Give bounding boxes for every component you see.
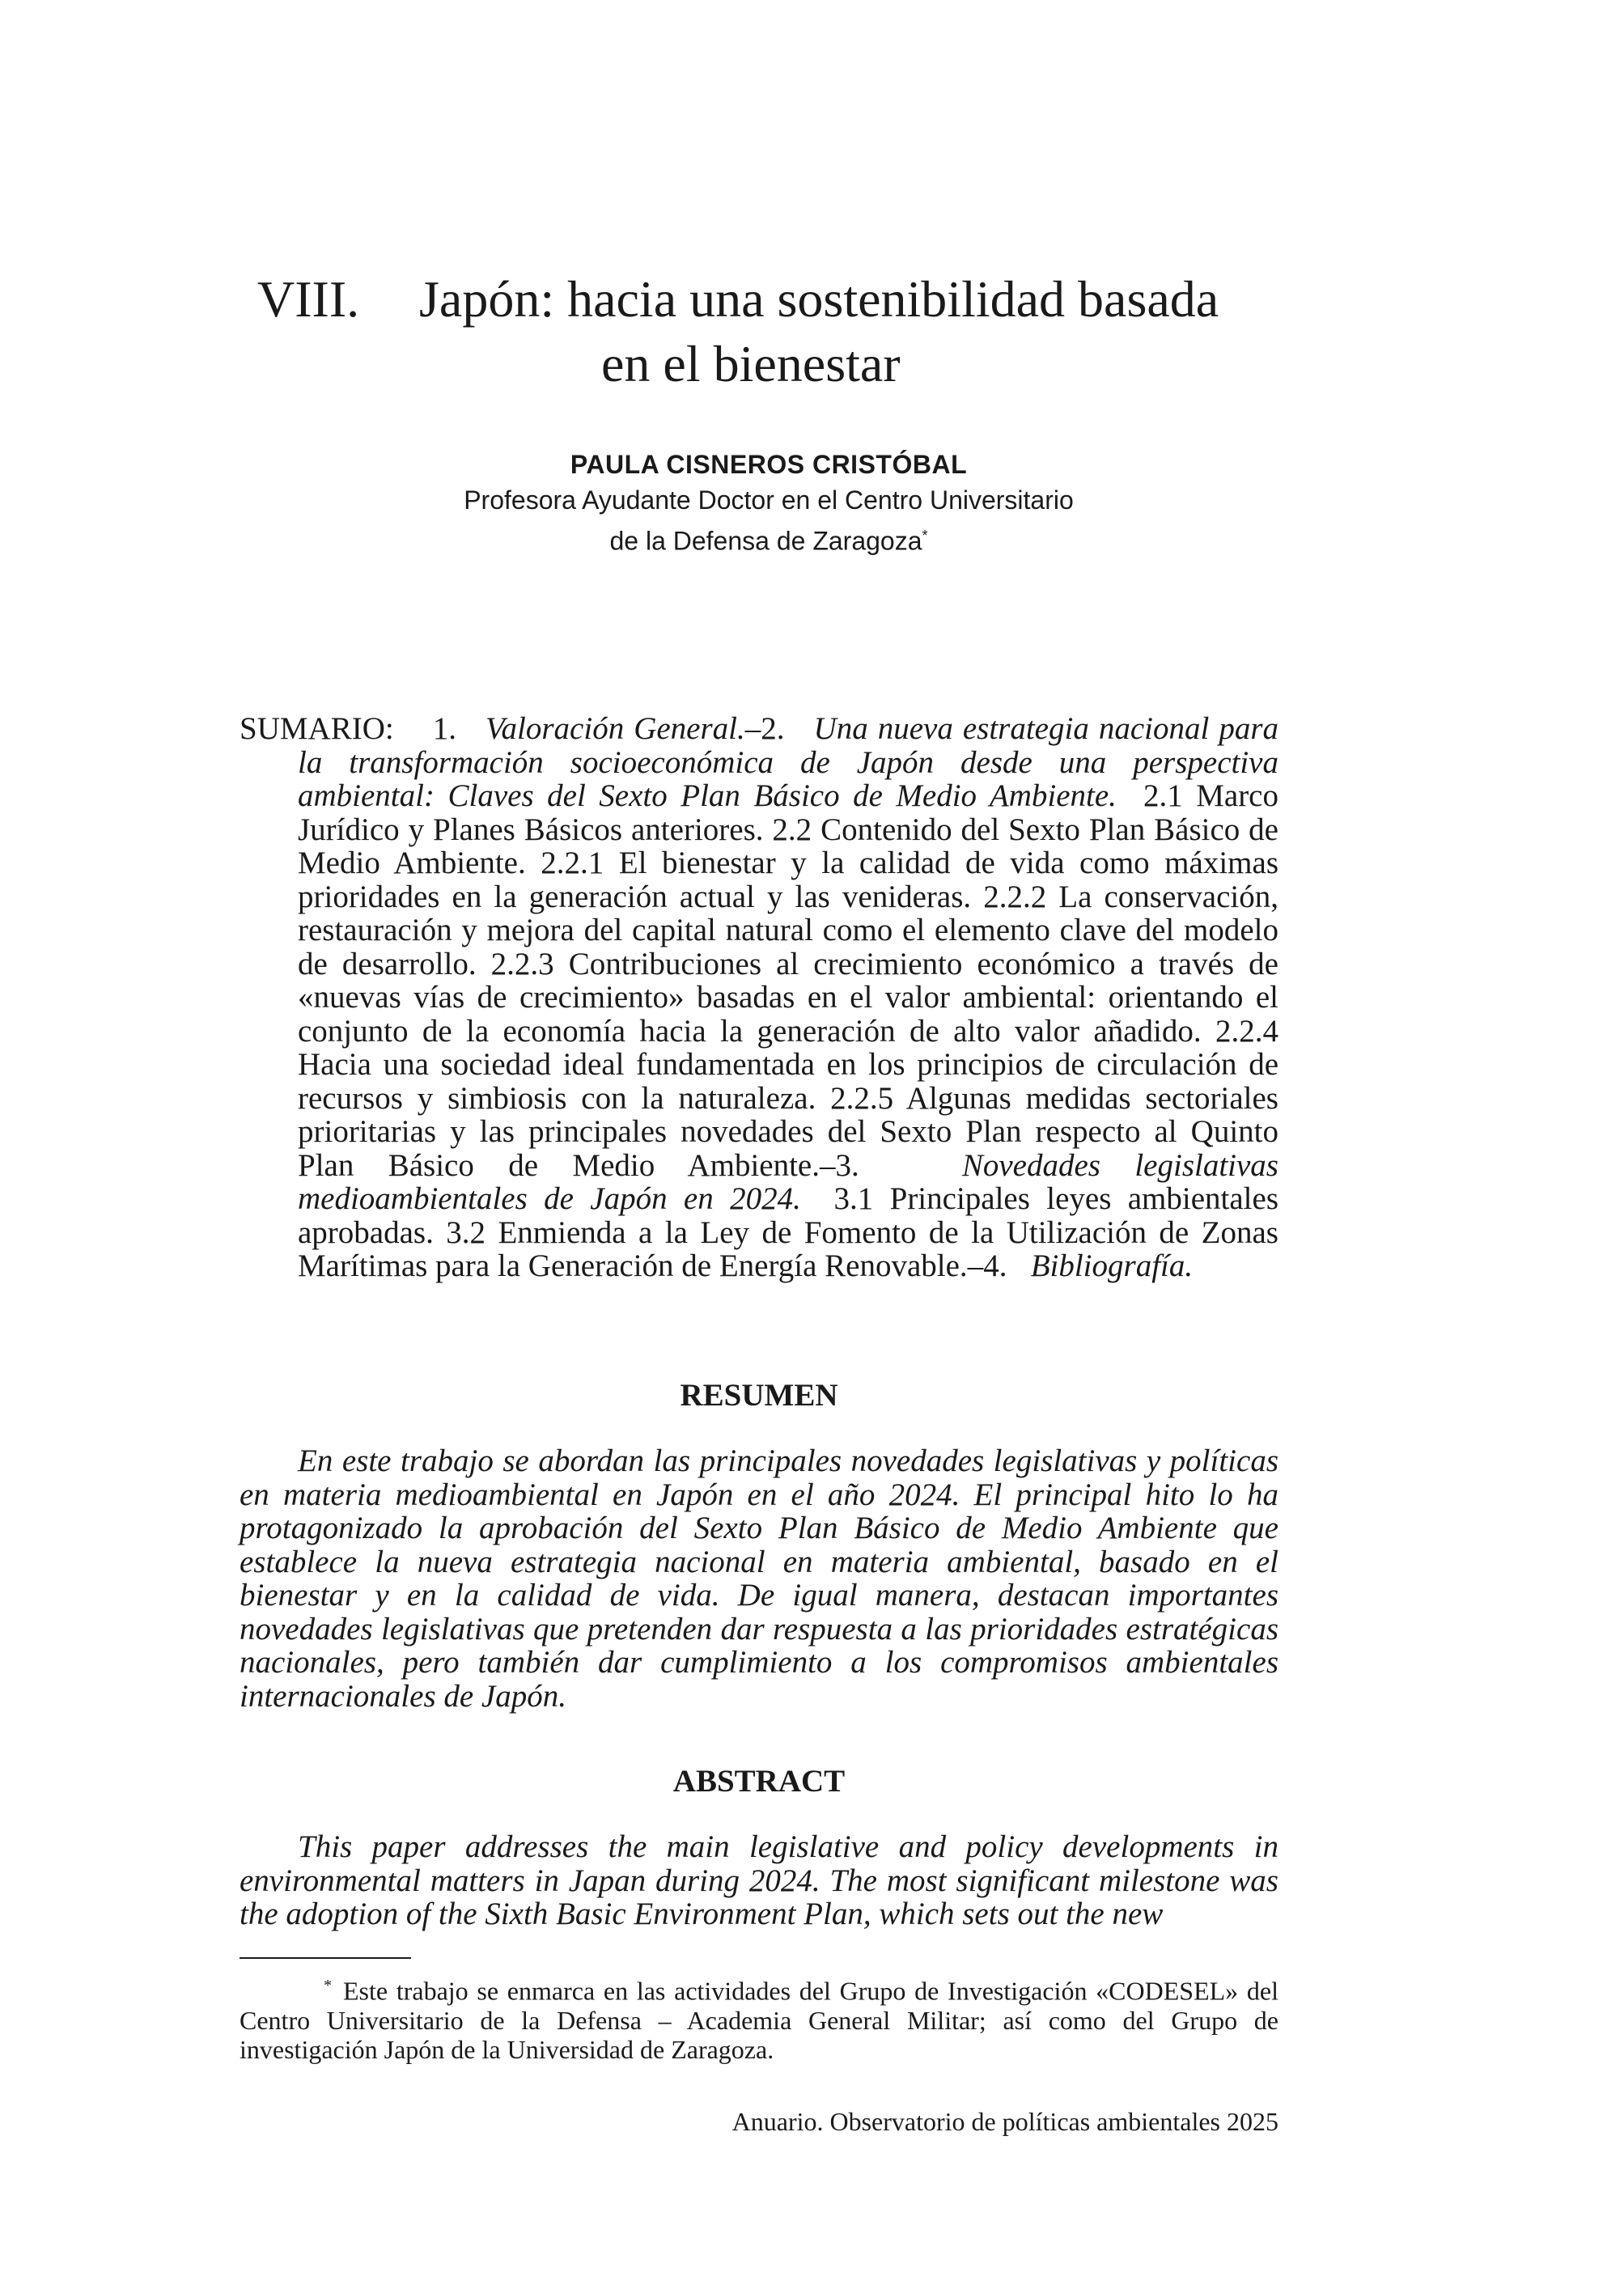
toc-section-4[interactable]: Bibliografía. (1030, 1248, 1194, 1283)
abstract-text: This paper addresses the main legislative and policy developments in environmental matters in Japan during 2024. The most significant milestone was the adoption of the Sixth Basic Environment Plan, which sets out the new (240, 1829, 1278, 1931)
chapter-number: VIII. (257, 270, 360, 328)
resumen-text: En este trabajo se abordan las principales novedades legislativas y políticas en materia medioambiental en Japón en el año 2024. El principal hito lo ha protagonizado la aprobación del Sexto Plan Básico de Medio Ambiente que establece la nueva estrategia nacional en materia ambiental, basado en el bienestar y en la calidad de vida. De igual manera, destacan importantes novedades legislativas que pretenden dar respuesta a las prioridades estratégicas nacionales, pero también dar cumplimiento a los compromisos ambientales internacionales de Japón. (240, 1443, 1278, 1714)
author-affiliation-line2 (405, 518, 1133, 559)
toc-subsections-2[interactable]: 2.1 Marco Jurídico y Planes Básicos anteriores. 2.2 Contenido del Sexto Plan Básico de Medio Ambiente. 2.2.1 El bienestar y la calidad de vida como máximas prioridades en la generación actual y las venideras. 2.2.2 La conservación, restauración y mejora del capital natural como el elemento clave del modelo de desarrollo. 2.2.3 Contribuciones al crecimiento económico a través de «nuevas vías de crecimiento» basadas en el valor ambiental: orientando el conjunto de la economía hacia la generación de alto valor añadido. 2.2.4 Hacia una sociedad ideal fundamentada en los principios de circulación de recursos y simbiosis con la naturaleza. 2.2.5 Algunas medidas sectoriales prioritarias y las principales novedades del Sexto Plan respecto al Quinto Plan Básico de Medio Ambiente. (298, 778, 1278, 1183)
toc-section-1[interactable]: Valoración General. (486, 711, 745, 746)
footnote-divider (240, 1957, 411, 1959)
running-footer: Anuario. Observatorio de políticas ambientales 2025 (731, 2107, 1278, 2136)
table-of-contents (240, 712, 1278, 1283)
author-affiliation-line1: Profesora Ayudante Doctor en el Centro Universitario (464, 485, 1074, 515)
author-footnote-mark[interactable]: * (922, 528, 928, 544)
toc-number-1: 1. (432, 711, 456, 746)
resumen-heading: RESUMEN (680, 1378, 838, 1413)
toc-number-3: –3. (819, 1147, 859, 1183)
chapter-title-line2: en el bienestar (601, 335, 901, 392)
author-block (405, 447, 1133, 559)
footnote-mark: * (324, 1977, 332, 1994)
footnote-text: Este trabajo se enmarca en las actividades del Grupo de Investigación «CODESEL» del Centro Universitario de la Defensa – Academia General Militar; así como del Grupo de investigación Japón de la Universidad de Zaragoza. (240, 1976, 1278, 2064)
toc-section-2[interactable]: Una nueva estrategia nacional para la transformación socioeconómica de Japón desde una perspectiva ambiental: Claves del Sexto Plan Básico de Medio Ambiente. (298, 711, 1278, 813)
toc-section-3[interactable]: Novedades legislativas medioambientales de Japón en 2024. (298, 1147, 1278, 1216)
sumario-label: SUMARIO: (240, 711, 394, 746)
abstract-heading: ABSTRACT (672, 1764, 846, 1799)
toc-subsections-3[interactable]: 3.1 Principales leyes ambientales aprobadas. 3.2 Enmienda a la Ley de Fomento de la Utilización de Zonas Marítimas para la Generación de Energía Renovable. (298, 1181, 1278, 1283)
toc-number-4: –4. (967, 1248, 1007, 1283)
footnote (240, 1971, 1278, 2064)
toc-number-2: –2. (744, 711, 785, 746)
author-affiliation-text: de la Defensa de Zaragoza (609, 526, 922, 556)
chapter-title-line1: Japón: hacia una sostenibilidad basada (419, 270, 1219, 328)
author-name: PAULA CISNEROS CRISTÓBAL (570, 450, 968, 479)
